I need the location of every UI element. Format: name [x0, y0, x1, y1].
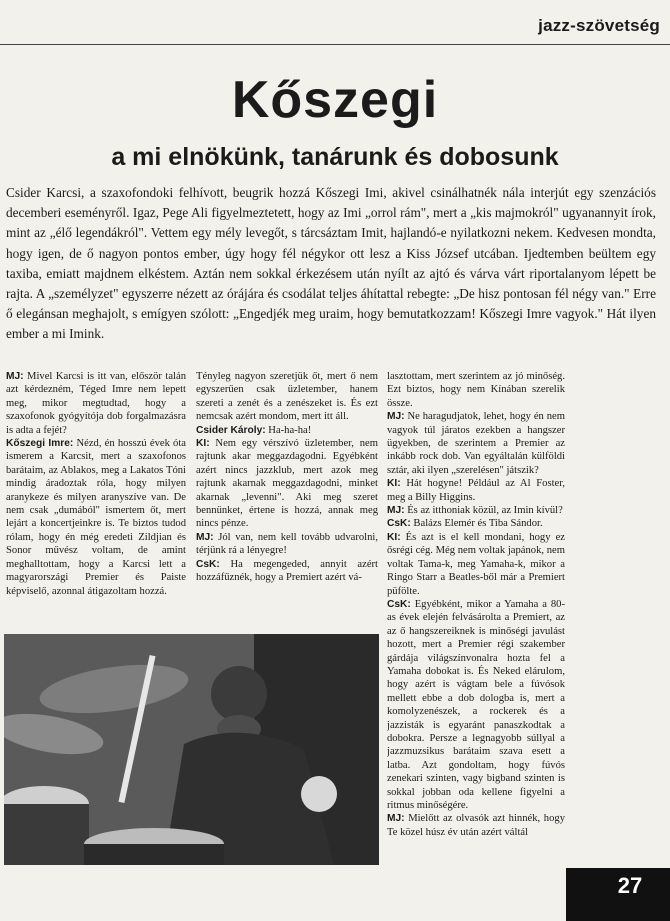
speaker-label: MJ:: [6, 371, 24, 382]
speaker-label: MJ:: [387, 505, 405, 517]
interview-paragraph: [387, 598, 565, 813]
text-column-3: [387, 370, 565, 870]
speaker-text: Ne haragudjatok, lehet, hogy én nem vagyok túl járatos ezekben a hangszer ügyekben, de szerintem a Premier az inkább rock dob. Van egyáltalán külföldi sztár, aki ilyen „szerelésen" játszik?: [387, 411, 565, 476]
interview-paragraph: [6, 370, 186, 437]
interview-paragraph: [387, 531, 565, 598]
interview-paragraph: [196, 437, 378, 531]
speaker-label: MJ:: [196, 531, 214, 543]
speaker-text: Ha-ha-ha!: [265, 424, 312, 436]
speaker-label: Csider Károly:: [196, 424, 266, 436]
interview-paragraph: [196, 424, 378, 437]
speaker-text: Tényleg nagyon szeretjük őt, mert ő nem egyszerűen csak üzletember, hanem szereti a zenét és a zenészeket is. És ezt nemcsak azért mondom, mert itt áll.: [196, 371, 378, 423]
interview-paragraph: [6, 437, 186, 598]
speaker-label: Kőszegi Imre:: [6, 438, 74, 450]
speaker-text: És az itthoniak közül, az Imin kívül?: [404, 505, 563, 517]
drummer-photo: [4, 634, 379, 865]
speaker-text: Hát hogyne! Például az Al Foster, meg a Billy Higgins.: [387, 478, 565, 503]
speaker-text: lasztottam, mert szerintem az jó minőség. Ezt biztos, hogy nem Kínában szerelik össze.: [387, 371, 565, 409]
article-subtitle: a mi elnökünk, tanárunk és dobosunk: [111, 143, 559, 171]
speaker-label: CsK:: [387, 598, 411, 610]
interview-paragraph: [387, 812, 565, 839]
interview-paragraph: [387, 477, 565, 504]
article-title: Kőszegi: [231, 71, 439, 129]
speaker-label: MJ:: [387, 411, 405, 423]
interview-paragraph: [387, 504, 565, 517]
speaker-text: Egyébként, mikor a Yamaha a 80-as évek elején felvásárolta a Premiert, az az ő hangszereiknek is minőségi javulást hozott, mert a Premier régi szakember gárdája világszínvonalra hozta fel a Yamaha dobokat is. És Neked elárulom, hogy azért is vágtam bele a fúvósok mellett ebbe a dob dologba is, mert a komolyzenészek, a rockerek és a jazzisták is egyaránt panaszkodtak a dobokra. Persze a legnagyobb súllyal a jazzmuzsikus barátaim szava esett a latba. Azt gondoltam, hogy fúvós zenekari szinten, vagy bigband szinten is sokkal jobban oda kellene figyelni a ritmus minőségére.: [387, 598, 565, 811]
speaker-label: KI:: [196, 438, 210, 450]
page-number: 27: [566, 868, 670, 921]
section-label: jazz-szövetség: [538, 16, 660, 35]
text-column-2: [196, 370, 378, 626]
speaker-text: És azt is el kell mondani, hogy ez ősrégi cég. Még nem voltak japánok, nem voltak Tama-k, meg Yamaha-k, mikor a Ringo Starr a Beatles-ből már a Premiert püfölte.: [387, 531, 565, 597]
interview-paragraph: [196, 370, 378, 424]
interview-paragraph: [387, 410, 565, 477]
interview-paragraph: [196, 531, 378, 558]
interview-paragraph: [387, 370, 565, 410]
speaker-text: Ha megengeded, annyit azért hozzáfűznék, hogy a Premiert azért vá-: [196, 558, 378, 584]
text-column-1: [6, 370, 186, 626]
speaker-text: Mivel Karcsi is itt van, először talán azt kérdezném, Téged Imre nem lepett meg, mikor megtudtad, hogy a szaxofonok gyógyítója dob forgalmazásra is adta a fejét?: [6, 371, 186, 436]
interview-paragraph: [387, 517, 565, 530]
article-intro: Csider Karcsi, a szaxofondoki felhívott, beugrik hozzá Kőszegi Imi, akivel csinálhatnék nála interjút egy szenzációs decemberi eseményről. Igaz, Pege Ali figyelmeztetett, hogy az Imi „orrol rám", mert a „kis majmokról" ugyanannyit írok, mint az „élő legendákról". Vettem egy mély levegőt, s tárcsáztam Imit, hajlandó-e nyilatkozni nekem. Kedvesen mondta, hogy igen, de ő nagyon pontos ember, úgy hogy fél négykor ott lesz a Kiss József utcában. Ijedtemben beültem egy taxiba, emiatt majdnem elkéstem. Aztán nem sokkal érkezésem után nyílt az ajtó és várva várt riportalanyom lépett be rajta. A „személyzet" egyszerre nézett az órájára és csodálat teljes áhítattal rebegte: „De hisz pontosan fél négy van." Erre ő elegánsan meghajolt, s emígyen szólott: „Engedjék meg uraim, hogy bemutatkozzam! Kőszegi Imre vagyok." Hát ilyen ember a mi Imink.: [6, 185, 656, 342]
speaker-label: CsK:: [196, 558, 220, 570]
speaker-label: KI:: [387, 478, 401, 490]
speaker-text: Balázs Elemér és Tiba Sándor.: [410, 518, 543, 530]
speaker-text: Nem egy vérszívó üzletember, nem rajtunk akar meggazdagodni. Egyébként azért nincs jazzklub, mert azok meg rajtunk akarnak meggazdagodni, minket akarnak „levenni". Aki meg szeret bennünket, értene is hozzá, annak meg nincs pénze.: [196, 438, 378, 530]
speaker-label: KI:: [387, 531, 401, 543]
interview-paragraph: [196, 558, 378, 585]
speaker-label: MJ:: [387, 813, 405, 825]
header-rule: [0, 44, 670, 45]
speaker-text: Mielőtt az olvasók azt hinnék, hogy Te közel húsz év után azért váltál: [387, 813, 565, 838]
speaker-text: Nézd, én hosszú évek óta ismerem a Karcsit, mert a szaxofonos barátaim, az Ablakos, meg a Lakatos Tóni mindig áradoztak róla, hogy milyen aranykeze és milyen aranyszíve van. De nem csak „dumából" ismertem őt, mert lejárt a koncertjeinkre is. Te biztos tudod rólam, hogy én még eredeti Zildjian és Sonor művész voltam, de amint meghalltottam, hogy a Karcsi lett a magyarországi Premier és Paiste képviselő, azonnal átigazoltam hozzá.: [6, 438, 186, 597]
speaker-text: Jól van, nem kell tovább udvarolni, térjünk rá a lényegre!: [196, 531, 378, 557]
speaker-label: CsK:: [387, 518, 411, 530]
